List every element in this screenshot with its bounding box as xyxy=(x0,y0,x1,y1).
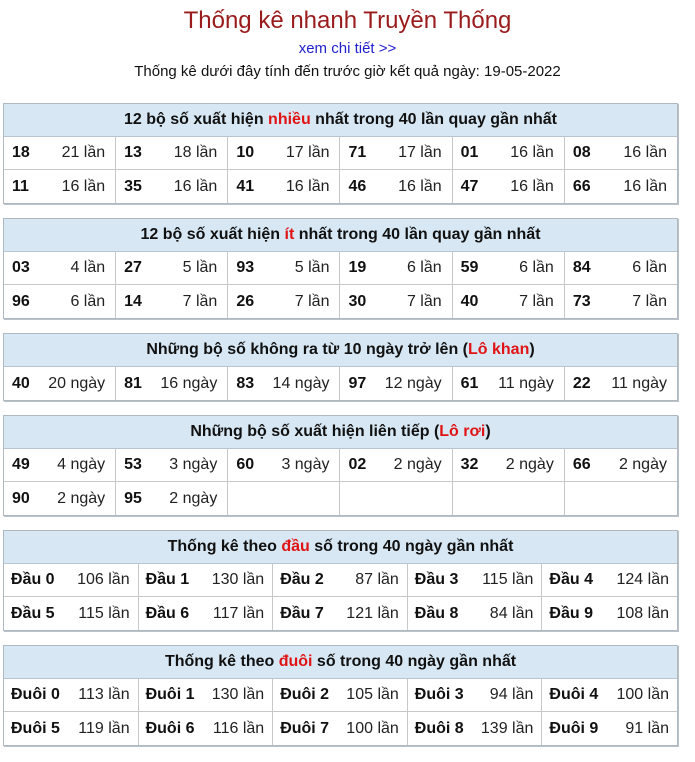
dau-grid xyxy=(4,564,677,630)
stat-count: 2 ngày xyxy=(57,489,106,507)
stat-count: 3 ngày xyxy=(281,456,330,473)
stat-number: 19 xyxy=(348,259,367,276)
stat-count: 100 lần xyxy=(346,719,399,737)
most-frequent-section xyxy=(3,103,678,204)
stat-count: 16 ngày xyxy=(160,374,218,392)
stat-count: 16 lần xyxy=(510,144,554,161)
stat-number: Đuôi 3 xyxy=(414,686,464,703)
section-title: Thống kê theo đuôi số trong 40 ngày gần nhất xyxy=(4,646,677,679)
stat-cell xyxy=(4,137,116,170)
stat-count: 87 lần xyxy=(355,571,399,588)
stat-count: 21 lần xyxy=(61,144,106,161)
stat-number: 60 xyxy=(236,456,255,473)
stat-count: 7 lần xyxy=(519,292,554,310)
stat-count: 16 lần xyxy=(623,144,667,161)
stat-cell xyxy=(453,170,565,203)
stat-number: Đầu 0 xyxy=(11,571,55,588)
stat-cell xyxy=(228,367,340,400)
stat-count: 115 lần xyxy=(78,604,130,622)
duoi-grid xyxy=(4,679,677,745)
stat-number: Đầu 3 xyxy=(414,571,459,588)
section-title: 12 bộ số xuất hiện ít nhất trong 40 lần quay gần nhất xyxy=(4,219,677,252)
stat-count: 130 lần xyxy=(211,686,265,703)
stat-cell xyxy=(273,679,408,712)
stat-number: Đầu 1 xyxy=(145,571,190,588)
stat-count: 106 lần xyxy=(77,571,130,588)
duoi-section xyxy=(3,645,678,746)
stat-cell xyxy=(542,679,677,712)
stat-cell xyxy=(453,285,565,318)
stat-number: 46 xyxy=(348,177,367,195)
stat-number: 84 xyxy=(572,259,591,276)
stat-count: 16 lần xyxy=(285,177,330,195)
stat-number: 27 xyxy=(124,259,142,276)
stat-count: 6 lần xyxy=(406,259,442,276)
stat-cell xyxy=(228,137,340,170)
most-frequent-grid xyxy=(4,137,677,203)
stat-count: 119 lần xyxy=(78,719,130,737)
lo-roi-grid xyxy=(4,449,677,515)
stat-cell xyxy=(453,449,565,482)
stat-count: 5 lần xyxy=(182,259,218,276)
stat-cell xyxy=(116,137,228,170)
stat-count: 20 ngày xyxy=(48,374,106,392)
stat-number: 66 xyxy=(572,177,591,195)
stat-cell xyxy=(139,712,274,745)
section-title: Những bộ số không ra từ 10 ngày trở lên (Lô khan) xyxy=(4,334,677,367)
stat-number: 71 xyxy=(348,144,367,161)
lo-khan-section xyxy=(3,333,678,401)
stat-cell xyxy=(4,564,139,597)
stat-cell xyxy=(228,449,340,482)
stat-cell xyxy=(4,712,139,745)
stat-number: Đuôi 6 xyxy=(145,719,195,737)
stat-number: 96 xyxy=(12,292,30,310)
stat-count: 18 lần xyxy=(173,144,218,161)
stat-count: 11 ngày xyxy=(498,374,554,392)
stat-count: 2 ngày xyxy=(505,456,554,473)
stat-cell xyxy=(565,449,677,482)
stat-cell xyxy=(273,564,408,597)
stat-count: 17 lần xyxy=(398,144,442,161)
stat-number: 49 xyxy=(12,456,30,473)
stat-number: Đầu 5 xyxy=(11,604,55,622)
stat-number: 53 xyxy=(124,456,142,473)
stat-cell xyxy=(340,170,452,203)
stat-count: 6 lần xyxy=(70,292,106,310)
stat-count: 117 lần xyxy=(212,604,265,622)
stat-cell xyxy=(116,285,228,318)
stat-cell xyxy=(408,679,543,712)
stat-cell xyxy=(542,564,677,597)
stat-number: 59 xyxy=(460,259,479,276)
stat-number: 93 xyxy=(236,259,255,276)
stat-count: 105 lần xyxy=(346,686,399,703)
dau-section xyxy=(3,530,678,631)
stat-cell xyxy=(4,679,139,712)
stat-count: 91 lần xyxy=(625,719,669,737)
stat-number: 66 xyxy=(572,456,591,473)
page-title: Thống kê nhanh Truyền Thống xyxy=(183,7,512,34)
stat-number: 10 xyxy=(236,144,255,161)
stat-count: 3 ngày xyxy=(169,456,218,473)
stat-count: 12 ngày xyxy=(384,374,442,392)
stat-number: 47 xyxy=(460,177,479,195)
stat-cell xyxy=(340,482,452,515)
stat-number: 81 xyxy=(124,374,142,392)
stat-cell xyxy=(4,252,116,285)
stat-count: 6 lần xyxy=(519,259,554,276)
stat-cell xyxy=(565,285,677,318)
stat-cell xyxy=(116,449,228,482)
stat-cell xyxy=(408,597,543,630)
stat-number: Đuôi 9 xyxy=(549,719,599,737)
stat-number: 97 xyxy=(348,374,367,392)
stat-count: 108 lần xyxy=(616,604,669,622)
stat-number: 08 xyxy=(572,144,591,161)
stat-number: 26 xyxy=(236,292,255,310)
stat-number: 30 xyxy=(348,292,367,310)
stat-count: 113 lần xyxy=(78,686,130,703)
least-frequent-section xyxy=(3,218,678,319)
stat-cell xyxy=(116,170,228,203)
stat-count: 17 lần xyxy=(285,144,330,161)
stat-number: Đuôi 4 xyxy=(549,686,599,703)
details-link[interactable]: xem chi tiết >> xyxy=(298,40,397,57)
stat-count: 139 lần xyxy=(480,719,534,737)
stat-number: 14 xyxy=(124,292,142,310)
stat-cell xyxy=(116,252,228,285)
stat-count: 2 ngày xyxy=(169,489,218,507)
stat-cell xyxy=(116,482,228,515)
stat-cell xyxy=(228,170,340,203)
stat-cell xyxy=(565,137,677,170)
stat-cell xyxy=(453,367,565,400)
stat-number: Đuôi 0 xyxy=(11,686,60,703)
stat-cell xyxy=(4,170,116,203)
stat-cell xyxy=(4,597,139,630)
stat-cell xyxy=(228,482,340,515)
stat-cell xyxy=(565,252,677,285)
stat-cell xyxy=(273,712,408,745)
stat-count: 14 ngày xyxy=(272,374,330,392)
stat-cell xyxy=(4,367,116,400)
stat-number: 22 xyxy=(572,374,591,392)
stat-count: 94 lần xyxy=(489,686,534,703)
stat-cell xyxy=(565,367,677,400)
stat-number: 35 xyxy=(124,177,142,195)
stat-count: 100 lần xyxy=(616,686,669,703)
stat-cell xyxy=(542,597,677,630)
stat-number: 40 xyxy=(12,374,30,392)
least-frequent-grid xyxy=(4,252,677,318)
stat-cell xyxy=(228,252,340,285)
stat-number: Đuôi 5 xyxy=(11,719,60,737)
stat-number: Đầu 7 xyxy=(280,604,324,622)
stat-count: 84 lần xyxy=(489,604,534,622)
stat-cell xyxy=(273,597,408,630)
stat-cell xyxy=(565,170,677,203)
stat-count: 116 lần xyxy=(212,719,265,737)
stat-number: Đầu 6 xyxy=(145,604,190,622)
stat-number: 13 xyxy=(124,144,142,161)
stat-cell xyxy=(139,679,274,712)
stat-cell xyxy=(340,449,452,482)
stat-count: 4 lần xyxy=(70,259,106,276)
stat-count: 6 lần xyxy=(632,259,667,276)
stat-count: 124 lần xyxy=(616,571,669,588)
section-title: 12 bộ số xuất hiện nhiều nhất trong 40 lần quay gần nhất xyxy=(4,104,677,137)
stat-count: 11 ngày xyxy=(611,374,667,392)
stat-count: 5 lần xyxy=(294,259,330,276)
stat-cell xyxy=(453,252,565,285)
stat-number: 02 xyxy=(348,456,367,473)
stat-count: 7 lần xyxy=(182,292,218,310)
stat-number: Đầu 9 xyxy=(549,604,593,622)
stat-count: 7 lần xyxy=(294,292,330,310)
stat-count: 16 lần xyxy=(61,177,106,195)
stat-number: 73 xyxy=(572,292,591,310)
stat-count: 4 ngày xyxy=(57,456,106,473)
stat-cell xyxy=(453,482,565,515)
stat-number: 11 xyxy=(12,177,29,195)
stat-cell xyxy=(139,597,274,630)
stat-cell xyxy=(453,137,565,170)
stat-count: 16 lần xyxy=(510,177,554,195)
stat-cell xyxy=(340,285,452,318)
page-subtitle: Thống kê dưới đây tính đến trước giờ kết quả ngày: 19-05-2022 xyxy=(134,63,561,80)
stat-cell xyxy=(116,367,228,400)
stat-number: 03 xyxy=(12,259,30,276)
stat-number: 95 xyxy=(124,489,142,507)
stat-cell xyxy=(408,712,543,745)
stat-cell xyxy=(340,252,452,285)
stat-number: Đuôi 1 xyxy=(145,686,195,703)
stat-count: 16 lần xyxy=(623,177,667,195)
stat-cell xyxy=(565,482,677,515)
stat-cell xyxy=(4,449,116,482)
stat-cell xyxy=(4,285,116,318)
stat-count: 115 lần xyxy=(482,571,534,588)
section-title: Những bộ số xuất hiện liên tiếp (Lô rơi) xyxy=(4,416,677,449)
stat-count: 121 lần xyxy=(346,604,399,622)
stat-cell xyxy=(542,712,677,745)
lo-khan-grid xyxy=(4,367,677,400)
stat-cell xyxy=(408,564,543,597)
stat-number: 40 xyxy=(460,292,479,310)
stat-number: Đầu 8 xyxy=(414,604,459,622)
stat-number: 01 xyxy=(460,144,479,161)
stat-number: 61 xyxy=(460,374,479,392)
stat-cell xyxy=(228,285,340,318)
stat-count: 7 lần xyxy=(406,292,442,310)
stat-count: 130 lần xyxy=(211,571,265,588)
stat-cell xyxy=(340,137,452,170)
stat-number: 90 xyxy=(12,489,30,507)
stat-cell xyxy=(340,367,452,400)
stat-number: Đuôi 8 xyxy=(414,719,464,737)
stat-number: 41 xyxy=(236,177,255,195)
stat-count: 16 lần xyxy=(173,177,218,195)
stat-count: 7 lần xyxy=(632,292,667,310)
section-title: Thống kê theo đầu số trong 40 ngày gần nhất xyxy=(4,531,677,564)
stat-cell xyxy=(4,482,116,515)
stat-number: 83 xyxy=(236,374,255,392)
stat-number: Đầu 2 xyxy=(280,571,324,588)
stat-number: Đuôi 7 xyxy=(280,719,330,737)
stat-count: 2 ngày xyxy=(393,456,442,473)
stat-number: Đuôi 2 xyxy=(280,686,330,703)
stat-number: Đầu 4 xyxy=(549,571,593,588)
lo-roi-section xyxy=(3,415,678,516)
stat-number: 18 xyxy=(12,144,30,161)
stat-number: 32 xyxy=(460,456,479,473)
stat-count: 16 lần xyxy=(398,177,442,195)
stat-count: 2 ngày xyxy=(618,456,667,473)
page-header xyxy=(0,0,695,84)
stat-cell xyxy=(139,564,274,597)
